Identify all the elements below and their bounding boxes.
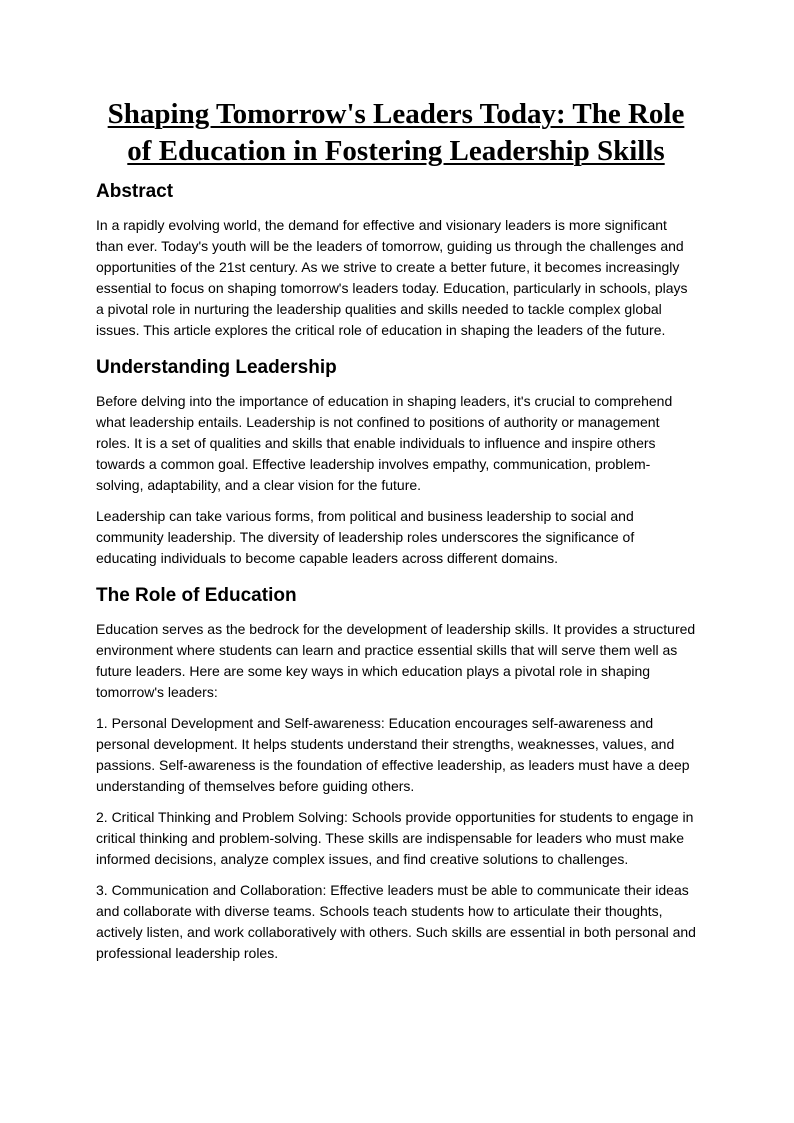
list-paragraph-critical-thinking: 2. Critical Thinking and Problem Solving: Schools provide opportunities for students to engage in critical thinking and problem-solving. These skills are indispensable for leaders who must make informed decisions, analyze complex issues, and find creative solutions to challenges. (96, 809, 694, 867)
document-title: Shaping Tomorrow's Leaders Today: The Role of Education in Fostering Leadership Skills (107, 98, 685, 167)
document-page (96, 96, 696, 974)
body-paragraph: Education serves as the bedrock for the development of leadership skills. It provides a structured environment where students can learn and practice essential skills that will serve them well as future leaders. Here are some key ways in which education plays a pivotal role in shaping tomorrow's leaders: (96, 621, 696, 700)
list-paragraph-communication: 3. Communication and Collaboration: Effective leaders must be able to communicate their ideas and collaborate with diverse teams. Schools teach students how to articulate their thoughts, actively listen, and work collaboratively with others. Such skills are essential in both personal and professional leadership roles. (96, 882, 696, 961)
section-heading-role-of-education: The Role of Education (96, 585, 297, 606)
list-paragraph-personal-development: 1. Personal Development and Self-awareness: Education encourages self-awareness and personal development. It helps students understand their strengths, weaknesses, values, and passions. Self-awareness is the foundation of effective leadership, as leaders must have a deep understanding of themselves before guiding others. (96, 715, 690, 794)
section-heading-understanding-leadership: Understanding Leadership (96, 357, 337, 378)
body-paragraph: Before delving into the importance of education in shaping leaders, it's crucial to comprehend what leadership entails. Leadership is not confined to positions of authority or management roles. It is a set of qualities and skills that enable individuals to influence and inspire others towards a common goal. Effective leadership involves empathy, communication, problem-solving, adaptability, and a clear vision for the future. (96, 393, 673, 493)
body-paragraph: Leadership can take various forms, from political and business leadership to social and community leadership. The diversity of leadership roles underscores the significance of educating individuals to become capable leaders across different domains. (96, 508, 635, 566)
abstract-paragraph: In a rapidly evolving world, the demand for effective and visionary leaders is more significant than ever. Today's youth will be the leaders of tomorrow, guiding us through the challenges and opportunities of the 21st century. As we strive to create a better future, it becomes increasingly essential to focus on shaping tomorrow's leaders today. Education, particularly in schools, plays a pivotal role in nurturing the leadership qualities and skills needed to tackle complex global issues. This article explores the critical role of education in shaping the leaders of the future. (96, 217, 688, 338)
section-heading-abstract: Abstract (96, 181, 174, 202)
